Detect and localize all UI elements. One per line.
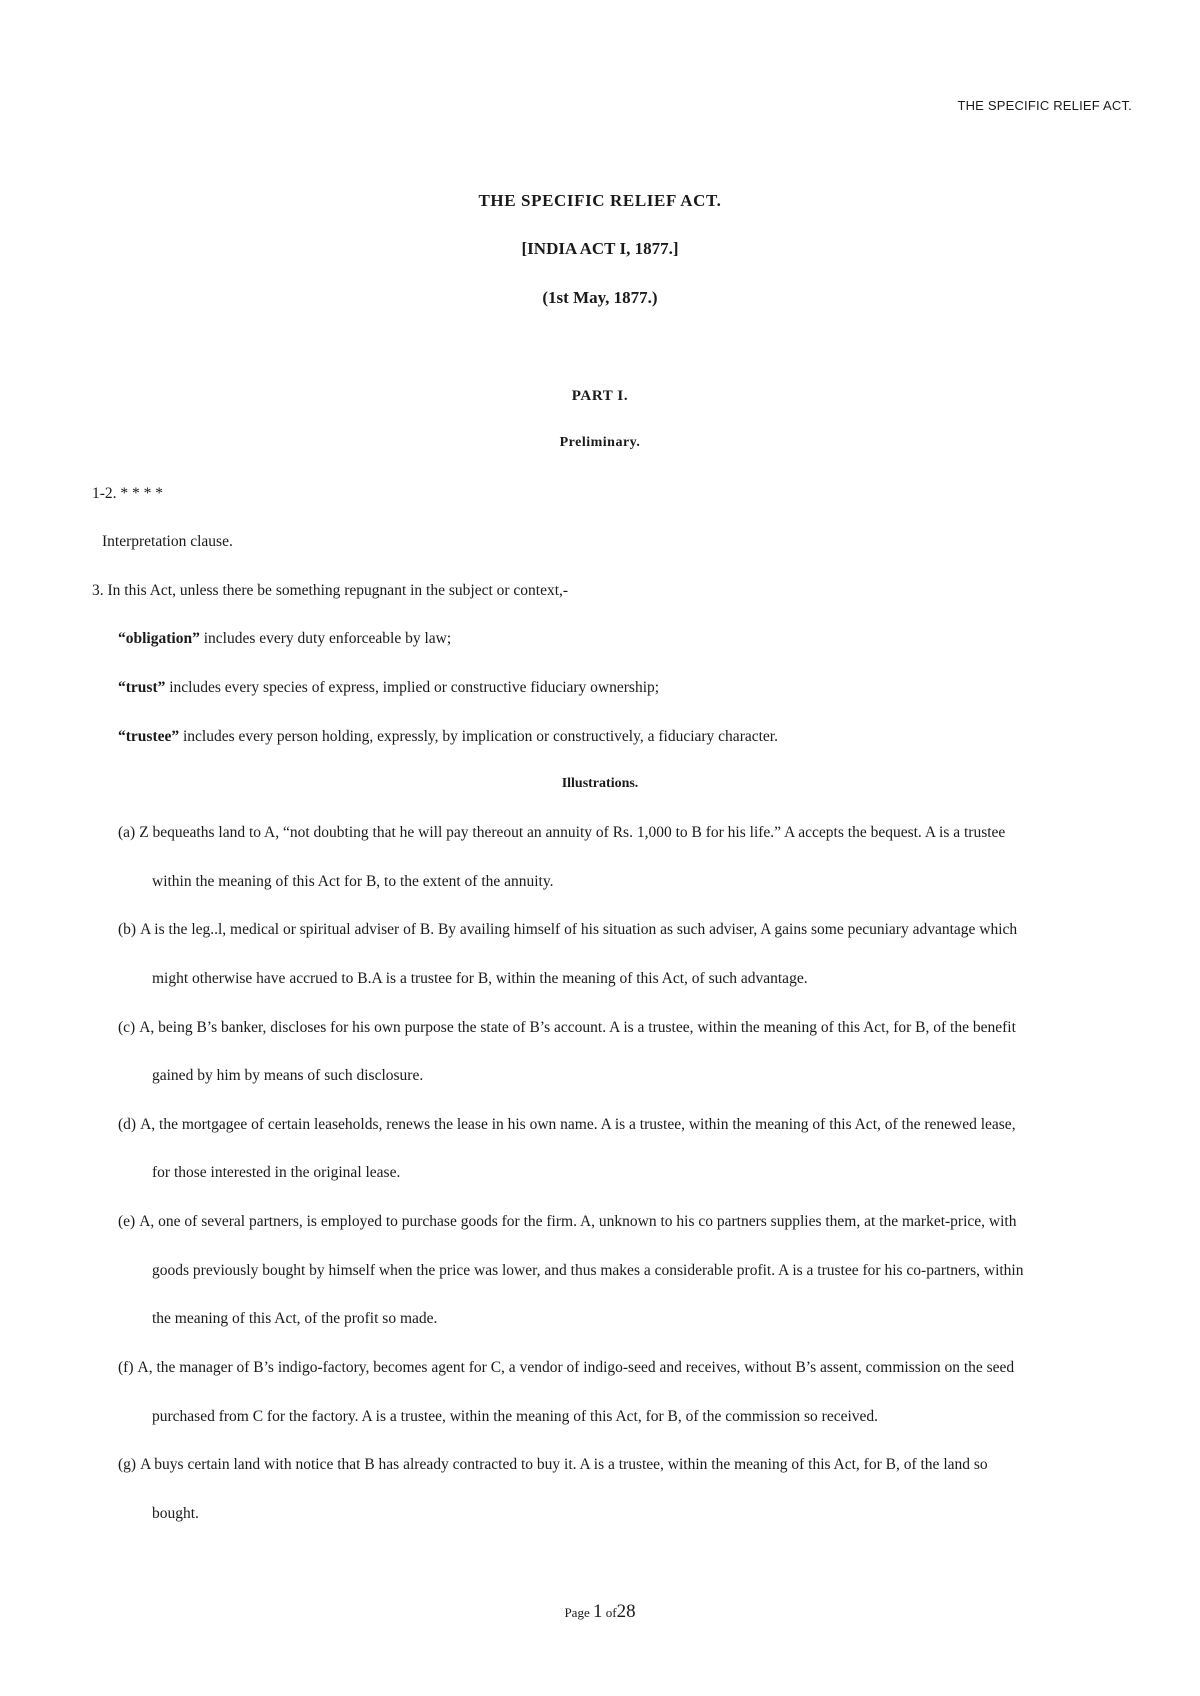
- document-title: THE SPECIFIC RELIEF ACT.: [478, 191, 722, 210]
- illustration-c: [118, 1019, 1134, 1037]
- marginal-note: Interpretation clause.: [102, 533, 233, 550]
- illustration-label: (e): [118, 1213, 136, 1230]
- illustration-line: Z bequeaths land to A, “not doubting that he will pay thereout an annuity of Rs. 1,000 to B for his life.” A accepts the bequest. A is a trustee: [139, 824, 1006, 841]
- illustration-d: [118, 1116, 1134, 1134]
- illustration-line: A, one of several partners, is employed to purchase goods for the firm. A, unknown to his co partners supplies them, at the market-price, with: [139, 1213, 1017, 1230]
- illustration-f: [118, 1359, 1134, 1377]
- illustration-label: (g): [118, 1456, 137, 1473]
- illustration-e: [118, 1213, 1134, 1231]
- illustration-line: A, the manager of B’s indigo-factory, becomes agent for C, a vendor of indigo-seed and receives, without B’s assent, commission on the seed: [137, 1359, 1015, 1376]
- illustration-label: (b): [118, 921, 137, 938]
- illustration-label: (c): [118, 1019, 136, 1036]
- illustration-line: gained by him by means of such disclosure.: [152, 1067, 424, 1084]
- section-3-text: 3. In this Act, unless there be something repugnant in the subject or context,-: [92, 582, 569, 599]
- page-number: 1: [592, 1601, 603, 1622]
- omitted-sections: 1-2. * * * *: [92, 485, 164, 502]
- definition-obligation: [118, 630, 451, 648]
- of-label: of: [605, 1605, 617, 1620]
- illustration-line: the meaning of this Act, of the profit so made.: [152, 1310, 438, 1327]
- illustration-line: purchased from C for the factory. A is a trustee, within the meaning of this Act, for B, of the commission so received.: [152, 1408, 879, 1425]
- definition-trust: [118, 679, 659, 697]
- act-reference: [INDIA ACT I, 1877.]: [521, 239, 679, 258]
- definition-text: includes every duty enforceable by law;: [199, 630, 452, 647]
- running-header: THE SPECIFIC RELIEF ACT.: [957, 98, 1132, 113]
- total-pages: 28: [616, 1601, 636, 1622]
- illustration-line: bought.: [152, 1505, 199, 1522]
- definition-trustee: [118, 728, 778, 746]
- page-label: Page: [564, 1605, 590, 1620]
- illustration-line: A is the leg..l, medical or spiritual adviser of B. By availing himself of his situation as such adviser, A gains some pecuniary advantage which: [140, 921, 1018, 938]
- definition-term: “trust”: [118, 679, 166, 696]
- page-footer: [0, 1601, 1200, 1623]
- illustration-line: A buys certain land with notice that B has already contracted to buy it. A is a trustee, within the meaning of this Act, for B, of the land so: [140, 1456, 988, 1473]
- illustration-line: A, the mortgagee of certain leaseholds, renews the lease in his own name. A is a trustee, within the meaning of this Act, of the renewed lease,: [140, 1116, 1016, 1133]
- illustration-line: A, being B’s banker, discloses for his own purpose the state of B’s account. A is a trustee, within the meaning of this Act, for B, of the benefit: [139, 1019, 1016, 1036]
- definition-term: “trustee”: [118, 728, 180, 745]
- illustrations-heading: Illustrations.: [561, 776, 639, 791]
- illustration-line: within the meaning of this Act for B, to the extent of the annuity.: [152, 873, 554, 890]
- definition-text: includes every species of express, implied or constructive fiduciary ownership;: [165, 679, 660, 696]
- part-subheading: Preliminary.: [559, 435, 641, 450]
- illustration-label: (d): [118, 1116, 137, 1133]
- illustration-line: for those interested in the original lease.: [152, 1164, 401, 1181]
- definition-text: includes every person holding, expressly, by implication or constructively, a fiduciary character.: [179, 728, 778, 745]
- act-date: (1st May, 1877.): [542, 288, 658, 307]
- illustration-line: goods previously bought by himself when the price was lower, and thus makes a considerable profit. A is a trustee for his co-partners, within: [152, 1262, 1024, 1279]
- part-heading: PART I.: [571, 388, 629, 404]
- illustration-b: [118, 921, 1134, 939]
- illustration-line: might otherwise have accrued to B.A is a trustee for B, within the meaning of this Act, of such advantage.: [152, 970, 808, 987]
- illustration-label: (f): [118, 1359, 134, 1376]
- illustration-a: [118, 824, 1134, 842]
- illustration-label: (a): [118, 824, 136, 841]
- definition-term: “obligation”: [118, 630, 200, 647]
- illustration-g: [118, 1456, 1134, 1474]
